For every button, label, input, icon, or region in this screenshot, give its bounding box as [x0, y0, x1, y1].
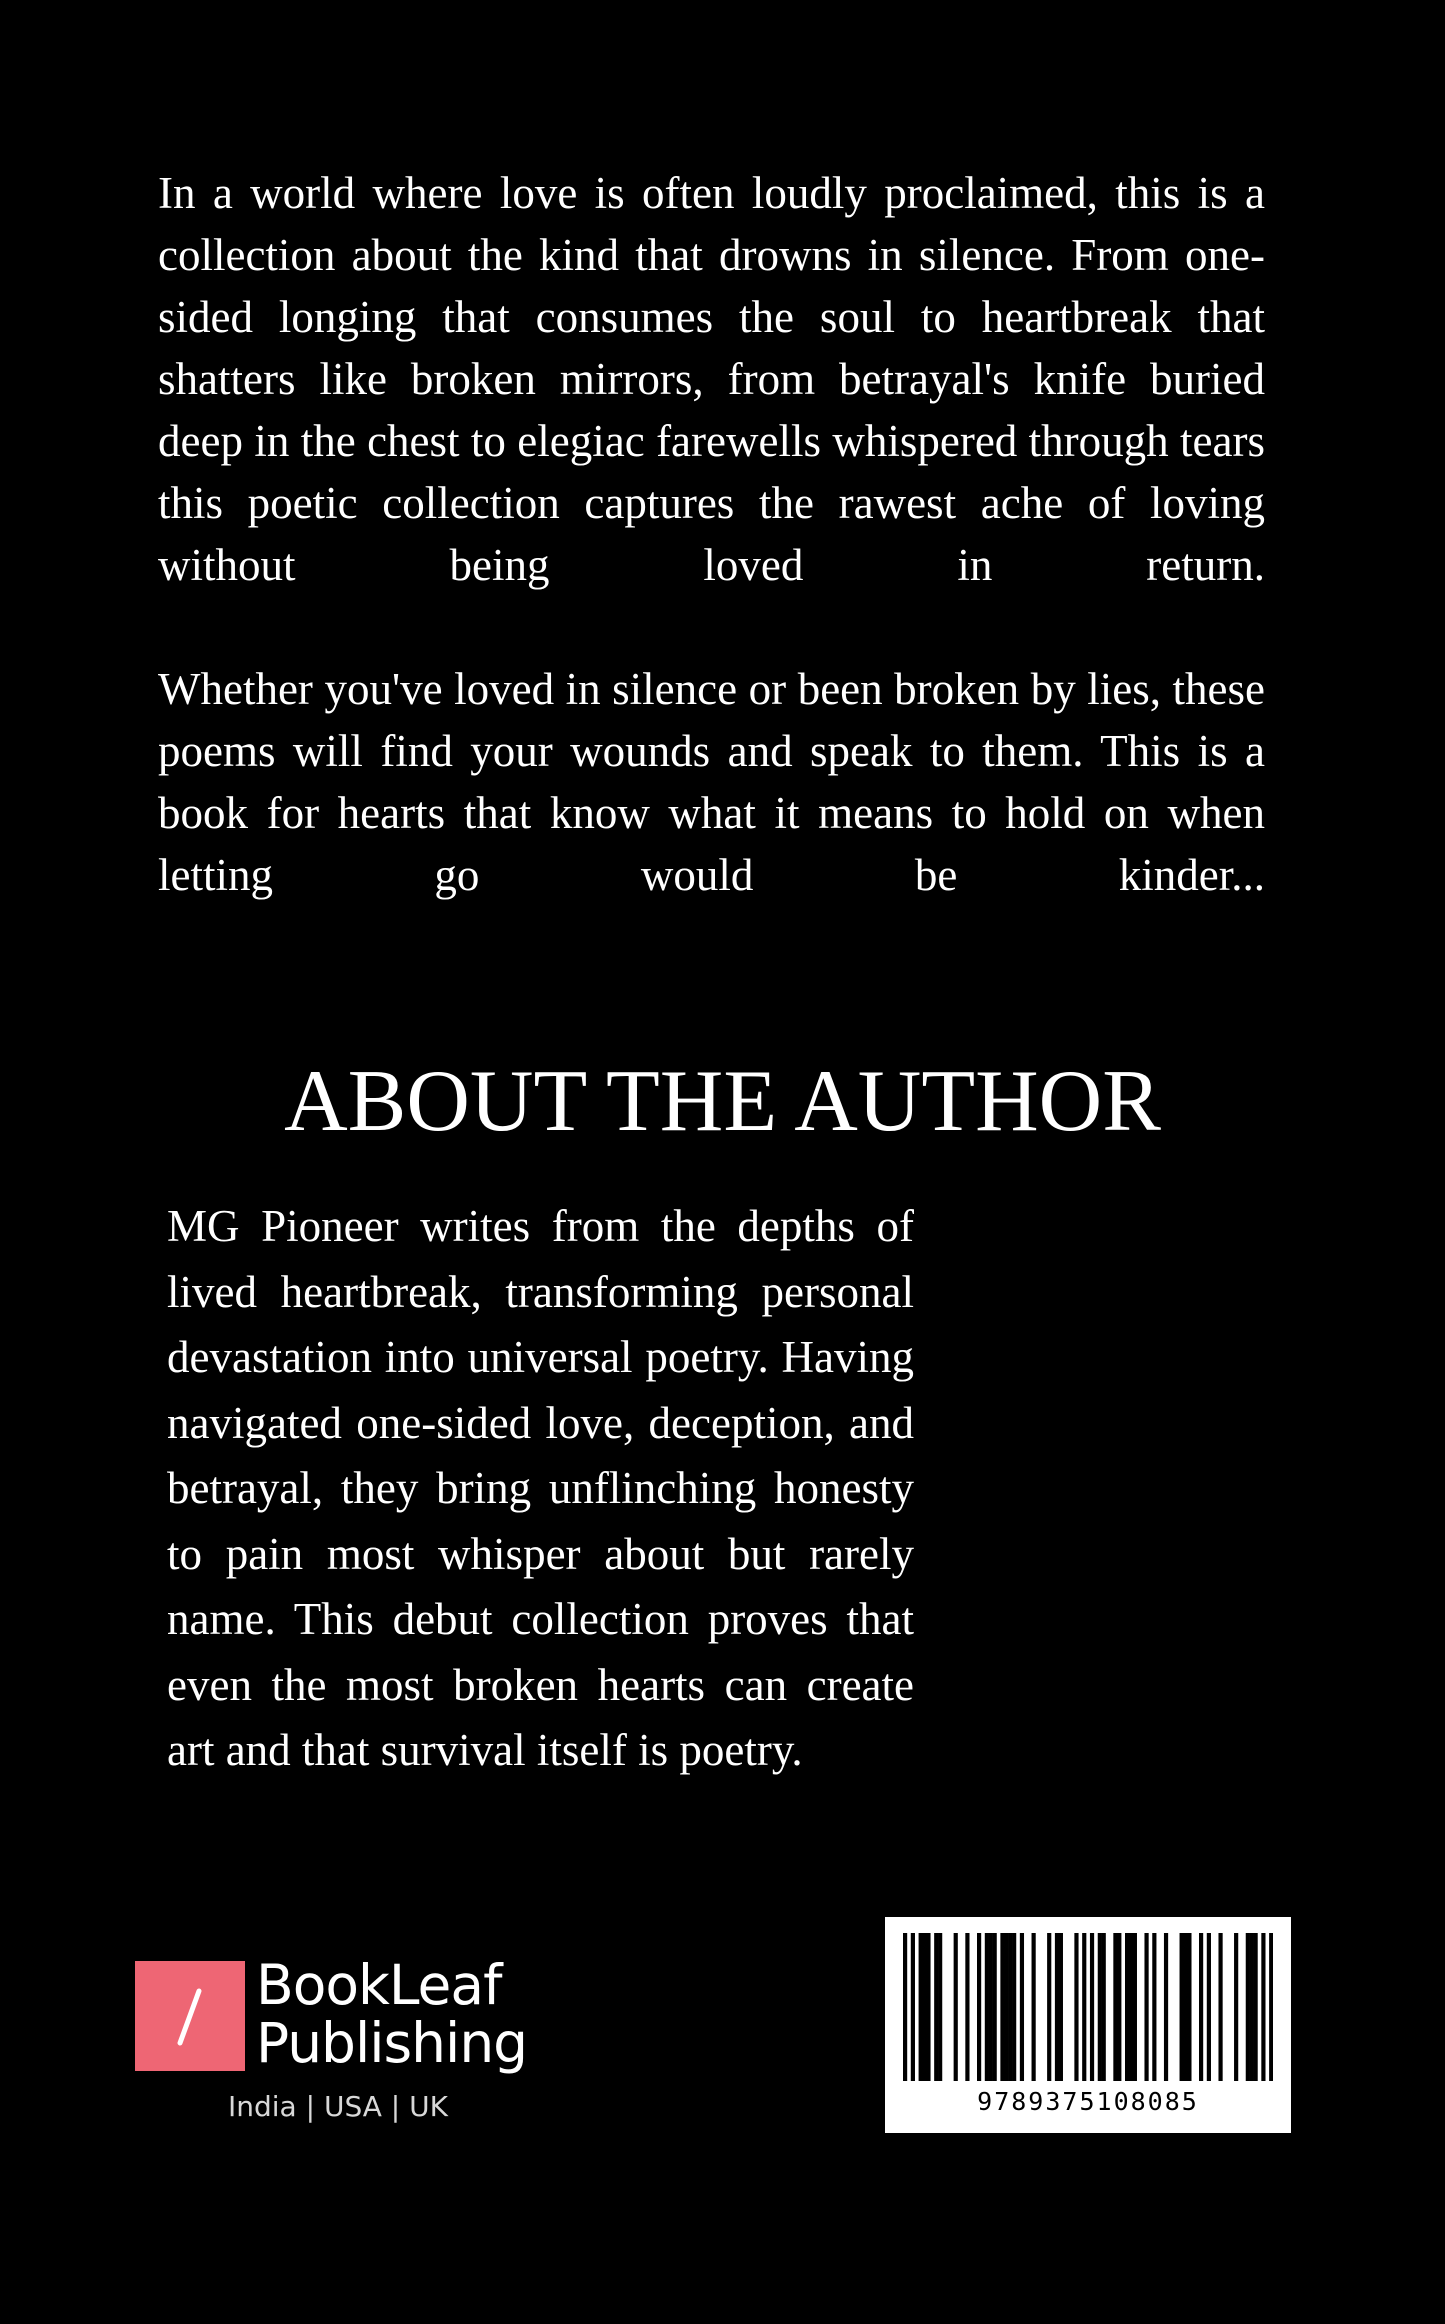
barcode-bar: [1117, 1933, 1121, 2081]
barcode-bar: [934, 1933, 938, 2081]
barcode-bar: [1254, 1933, 1258, 2081]
publisher-name-line-1: BookLeaf: [256, 1953, 502, 2017]
blurb-paragraph-2: Whether you've loved in silence or been broken by lies, these poems will find your wounds and speak to them. This is a book for hearts that know what it means to hold on when letting go would be kinder...: [158, 664, 1265, 900]
publisher-name: [256, 1953, 528, 2075]
barcode-bar: [1055, 1933, 1059, 2081]
barcode-bar: [922, 1933, 926, 2081]
publisher-locations: India | USA | UK: [228, 2090, 448, 2123]
barcode-bar: [1269, 1933, 1273, 2081]
barcode-bar: [1102, 1933, 1106, 2081]
author-bio: MG Pioneer writes from the depths of lived heartbreak, transforming personal devastation into universal poetry. Having navigated one-sided love, deception, and betrayal, they bring unflinching honesty to pain most whisper about but rarely name. This debut collection proves that even the most broken hearts can create art and that survival itself is poetry.: [167, 1201, 914, 1775]
barcode-bar: [1183, 1933, 1187, 2081]
barcode-bar: [1000, 1933, 1004, 2081]
isbn-number: 9789375108085: [977, 2087, 1199, 2116]
barcode-bar: [1187, 1933, 1191, 2081]
isbn-barcode: [885, 1917, 1291, 2133]
barcode-bar: [926, 1933, 930, 2081]
barcode-bar: [1144, 1933, 1148, 2081]
barcode-bar: [911, 1933, 915, 2081]
barcode-bar: [1059, 1933, 1063, 2081]
barcode-bar: [954, 1933, 958, 2081]
barcode-bar: [1218, 1933, 1222, 2081]
barcode-bar: [1090, 1933, 1094, 2081]
barcode-bar: [1133, 1933, 1137, 2081]
barcode-bar: [977, 1933, 981, 2081]
barcode-bars-icon: [903, 1933, 1273, 2083]
barcode-bar: [938, 1933, 942, 2081]
barcode-bar: [1164, 1933, 1168, 2081]
barcode-bar: [1008, 1933, 1012, 2081]
barcode-bar: [1012, 1933, 1016, 2081]
blurb-paragraph-1: In a world where love is often loudly proclaimed, this is a collection about the kind that drowns in silence. From one-sided longing that consumes the soul to heartbreak that shatters like broken mirrors, from betrayal's knife buried deep in the chest to elegiac farewells whispered through tears this poetic collection captures the rawest ache of loving without being loved in return.: [158, 168, 1265, 590]
barcode-bar: [1261, 1933, 1265, 2081]
publisher-logo-icon: [135, 1961, 245, 2071]
barcode-bar: [1074, 1933, 1078, 2081]
barcode-bar: [1129, 1933, 1133, 2081]
barcode-bar: [985, 1933, 989, 2081]
barcode-bar: [1180, 1933, 1184, 2081]
barcode-bar: [1246, 1933, 1250, 2081]
publisher-name-line-2: Publishing: [256, 2011, 528, 2075]
barcode-bar: [993, 1933, 997, 2081]
barcode-bar: [1234, 1933, 1238, 2081]
barcode-bar: [1113, 1933, 1117, 2081]
barcode-bar: [1098, 1933, 1102, 2081]
back-cover-blurb: [158, 162, 1265, 906]
barcode-bar: [965, 1933, 969, 2081]
barcode-bar: [1207, 1933, 1211, 2081]
barcode-bar: [1082, 1933, 1086, 2081]
barcode-bar: [1152, 1933, 1156, 2081]
barcode-bar: [1199, 1933, 1203, 2081]
barcode-bar: [919, 1933, 923, 2081]
barcode-bar: [1020, 1933, 1024, 2081]
about-author-heading: ABOUT THE AUTHOR: [284, 1053, 1161, 1150]
barcode-bar: [1047, 1933, 1051, 2081]
barcode-bar: [1032, 1933, 1036, 2081]
barcode-bar: [989, 1933, 993, 2081]
barcode-bar: [1250, 1933, 1254, 2081]
barcode-bar: [1125, 1933, 1129, 2081]
barcode-bar: [903, 1933, 907, 2081]
barcode-bar: [1004, 1933, 1008, 2081]
